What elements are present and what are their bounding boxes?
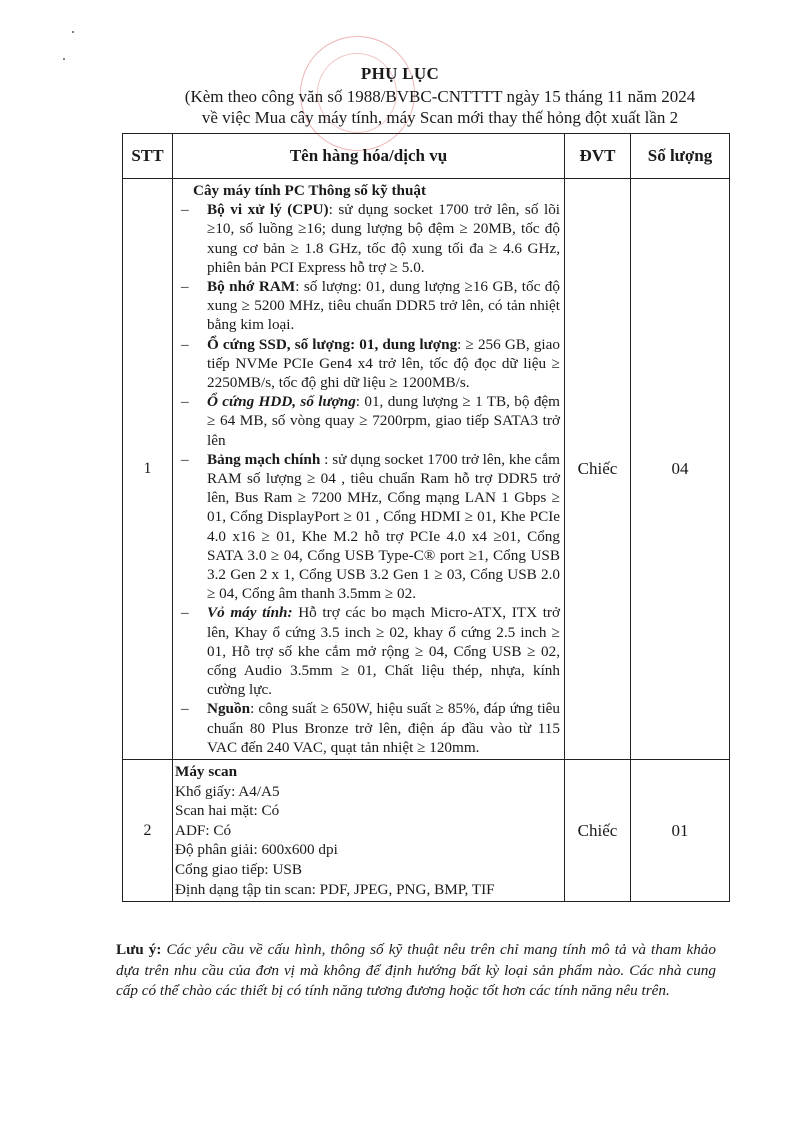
spec-item: – Bộ nhớ RAM: số lượng: 01, dung lượng ≥16 GB, tốc độ xung ≥ 5200 MHz, tiêu chuẩn DDR5 trở lên, có tản nhiệt bằng kim loại. [181, 278, 560, 334]
spec-item: – Bảng mạch chính : sử dụng socket 1700 trở lên, khe cắm RAM số lượng ≥ 04 , tiêu chuẩn Ram hỗ trợ DDR5 trở lên, Bus Ram ≥ 7200 MHz, Cổng mạng LAN 1 Gbps ≥ 01, Cổng DisplayPort ≥ 01 , Cổng HDMI ≥ 01, Khe PCIe 4.0 x16 ≥ 01, Khe M.2 hỗ trợ PCIe 4.0 x4 ≥01, Cổng SATA 3.0 ≥ 04, Cổng USB Type-C® port ≥1, Cổng USB 3.2 Gen 2 x 1, Cổng USB 3.2 Gen 1 ≥ 03, Cổng USB 2.0 ≥ 04, Cổng âm thanh 3.5mm ≥ 02. [181, 450, 560, 603]
spec-label: Bộ nhớ RAM [207, 278, 296, 296]
spec-label: Bảng mạch chính [207, 450, 321, 468]
subtitle-line-1: (Kèm theo công văn số 1988/BVBC-CNTTTT ngày 15 tháng 11 năm 2024 [184, 87, 696, 106]
scan-speck [63, 58, 65, 60]
row-unit: Chiếc [565, 179, 631, 760]
spec-item: – Ổ cứng HDD, số lượng: 01, dung lượng ≥ 1 TB, bộ đệm ≥ 64 MB, số vòng quay ≥ 7200rpm, giao tiếp SATA3 trở lên [181, 393, 560, 449]
table-row [123, 760, 730, 902]
table-header-row [123, 134, 730, 179]
row-quantity: 04 [631, 179, 730, 760]
table-row [123, 179, 730, 760]
footnote [116, 940, 716, 1002]
scan-spec-line: Độ phân giải: 600x600 dpi [175, 841, 338, 859]
footnote-label: Lưu ý: [116, 941, 162, 958]
spec-item: – Bộ vi xử lý (CPU): sử dụng socket 1700 trở lên, số lõi ≥10, số luồng ≥16; dung lượng bộ đệm ≥ 20MB, tốc độ xung cơ bản ≥ 1.8 GHz, tốc độ xung tối đa ≥ 4.6 GHz, phiên bản PCI Express hỗ trợ ≥ 5.0. [181, 201, 561, 276]
spec-text: : công suất ≥ 650W, hiệu suất ≥ 85%, đáp ứng tiêu chuẩn 80 Plus Bronze trở lên, điện áp đầu vào từ 115 VAC đến 240 VAC, quạt tản nhiệt ≥ 120mm. [207, 700, 560, 756]
row-description [173, 760, 565, 902]
header-item-name: Tên hàng hóa/dịch vụ [173, 134, 565, 179]
scan-spec-line: Cổng giao tiếp: USB [175, 861, 302, 879]
scan-spec-line: Định dạng tập tin scan: PDF, JPEG, PNG, BMP, TIF [175, 880, 495, 898]
spec-item: – Ổ cứng SSD, số lượng: 01, dung lượng: ≥ 256 GB, giao tiếp NVMe PCIe Gen4 x4 trở lên, tốc độ đọc dữ liệu ≥ 2250MB/s, tốc độ ghi dữ liệu ≥ 1200MB/s. [181, 335, 560, 392]
item-title: Máy scan [175, 763, 238, 781]
spec-text: : số lượng: 01, dung lượng ≥16 GB, tốc độ xung ≥ 5200 MHz, tiêu chuẩn DDR5 trở lên, có tản nhiệt bằng kim loại. [207, 278, 560, 334]
scan-spec-line: Khổ giấy: A4/A5 [175, 782, 280, 800]
page-subtitle [140, 86, 740, 128]
scan-spec-line: ADF: Có [175, 821, 232, 839]
spec-text: : sử dụng socket 1700 trở lên, khe cắm RAM số lượng ≥ 04 , tiêu chuẩn Ram hỗ trợ DDR5 trở lên, Bus Ram ≥ 7200 MHz, Cổng mạng LAN 1 Gbps ≥ 01, Cổng DisplayPort ≥ 01 , Cổng HDMI ≥ 01, Khe PCIe 4.0 x16 ≥ 01, Khe M.2 hỗ trợ PCIe 4.0 x4 ≥01, Cổng SATA 3.0 ≥ 04, Cổng USB Type-C® port ≥1, Cổng USB 3.2 Gen 2 x 1, Cổng USB 3.2 Gen 1 ≥ 03, Cổng USB 2.0 ≥ 04, Cổng âm thanh 3.5mm ≥ 02. [207, 450, 560, 603]
spec-text: : ≥ 256 GB, giao tiếp NVMe PCIe Gen4 x4 trở lên, tốc độ đọc dữ liệu ≥ 2250MB/s, tốc độ ghi dữ liệu ≥ 1200MB/s. [207, 335, 560, 392]
spec-text: : 01, dung lượng ≥ 1 TB, bộ đệm ≥ 64 MB, số vòng quay ≥ 7200rpm, giao tiếp SATA3 trở lên [207, 393, 560, 449]
scan-spec-line: Scan hai mặt: Có [175, 802, 280, 820]
scan-speck [72, 31, 74, 33]
item-title: Cây máy tính PC Thông số kỹ thuật [193, 182, 427, 199]
spec-label: Bộ vi xử lý (CPU) [207, 201, 329, 219]
row-unit: Chiếc [565, 760, 631, 902]
row-quantity: 01 [631, 760, 730, 902]
header-quantity: Số lượng [631, 134, 730, 179]
spec-label: Vỏ máy tính: [207, 604, 293, 622]
spec-item: – Nguồn: công suất ≥ 650W, hiệu suất ≥ 85%, đáp ứng tiêu chuẩn 80 Plus Bronze trở lên, điện áp đầu vào từ 115 VAC đến 240 VAC, quạt tản nhiệt ≥ 120mm. [181, 700, 560, 756]
header-stt: STT [123, 134, 173, 179]
row-stt: 2 [123, 760, 173, 902]
spec-text: Hỗ trợ các bo mạch Micro-ATX, ITX trở lên, Khay ổ cứng 3.5 inch ≥ 02, khay ổ cứng 2.5 inch ≥ 01, Hỗ trợ số khe cắm mở rộng ≥ 04, Cổng USB ≥ 02, cổng Audio 3.5mm ≥ 01, Chất liệu thép, nhựa, kính cường lực. [207, 604, 561, 699]
header-unit: ĐVT [565, 134, 631, 179]
spec-text: : sử dụng socket 1700 trở lên, số lõi ≥10, số luồng ≥16; dung lượng bộ đệm ≥ 20MB, tốc độ xung cơ bản ≥ 1.8 GHz, tốc độ xung tối đa ≥ 4.6 GHz, phiên bản PCI Express hỗ trợ ≥ 5.0. [207, 201, 561, 276]
equipment-table [122, 133, 730, 902]
subtitle-line-2: về việc Mua cây máy tính, máy Scan mới thay thế hỏng đột xuất lần 2 [201, 108, 679, 127]
row-stt: 1 [123, 179, 173, 760]
spec-label: Ổ cứng SSD, số lượng: 01, dung lượng [207, 335, 458, 353]
row-description [173, 179, 565, 760]
spec-item: – Vỏ máy tính: Hỗ trợ các bo mạch Micro-ATX, ITX trở lên, Khay ổ cứng 3.5 inch ≥ 02, khay ổ cứng 2.5 inch ≥ 01, Hỗ trợ số khe cắm mở rộng ≥ 04, Cổng USB ≥ 02, cổng Audio 3.5mm ≥ 01, Chất liệu thép, nhựa, kính cường lực. [181, 604, 561, 699]
page-title: PHỤ LỤC [360, 64, 440, 83]
spec-label: Ổ cứng HDD, số lượng [207, 393, 356, 411]
spec-label: Nguồn [207, 700, 251, 718]
footnote-text: Các yêu cầu về cấu hình, thông số kỹ thuật nêu trên chỉ mang tính mô tả và tham khảo dựa trên nhu cầu của đơn vị mà không để định hướng bất kỳ loại sản phẩm nào. Các nhà cung cấp có thể chào các thiết bị có tính năng tương đương hoặc tốt hơn các tính năng nêu trên. [116, 941, 716, 999]
